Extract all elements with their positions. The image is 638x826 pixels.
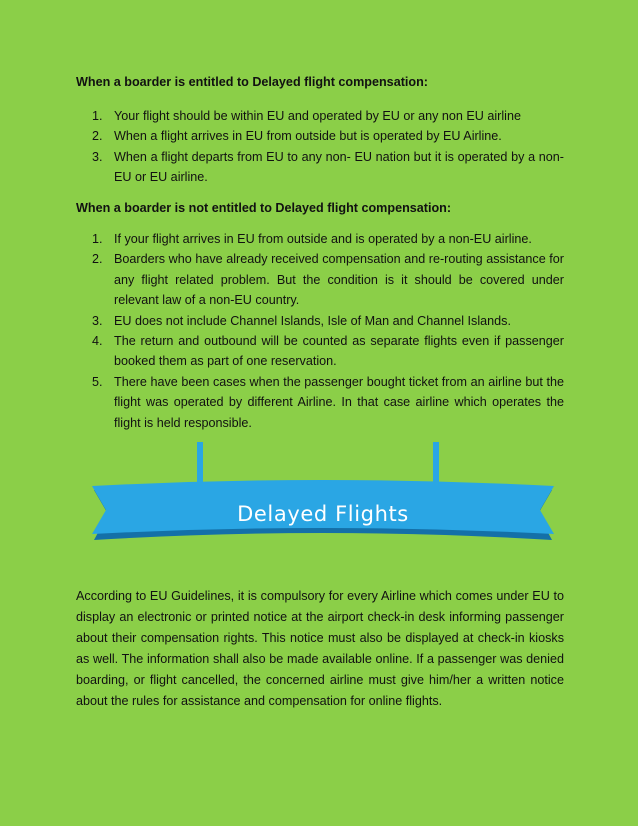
section2-list bbox=[92, 229, 564, 433]
list-text: When a flight arrives in EU from outside but is operated by EU Airline. bbox=[114, 129, 502, 144]
list-number: 1. bbox=[92, 232, 103, 246]
section1-heading: When a boarder is entitled to Delayed flight compensation: bbox=[76, 75, 428, 89]
section1-list bbox=[92, 106, 564, 188]
list-number: 3. bbox=[92, 149, 103, 164]
guidelines-paragraph: According to EU Guidelines, it is compulsory for every Airline which comes under EU to display an electronic or printed notice at the airport check-in desk informing passenger about their compensation rights. This notice must also be displayed at check-in kiosks as well. The information shall also be made available online. If a passenger was denied boarding, or flight cancelled, the concerned airline must give him/her a written notice about the rules for assistance and compensation for online flights. bbox=[76, 589, 564, 708]
list-text: Boarders who have already received compensation and re-routing assistance for any flight related problem. But the condition is it should be covered under relevant law of a non-EU country. bbox=[114, 252, 564, 308]
list-item bbox=[92, 372, 564, 433]
list-number: 1. bbox=[92, 109, 103, 123]
list-item bbox=[92, 249, 564, 310]
list-text: When a flight departs from EU to any non- EU nation but it is operated by a non- EU or EU airline. bbox=[114, 149, 564, 185]
banner-hanger-right bbox=[433, 442, 439, 486]
delayed-flights-banner bbox=[88, 442, 558, 558]
banner-hanger-left bbox=[197, 442, 203, 486]
list-text: There have been cases when the passenger bought ticket from an airline but the flight was operated by different Airline. In that case airline which operates the flight is held responsible. bbox=[114, 374, 564, 430]
list-text: Your flight should be within EU and operated by EU or any non EU airline bbox=[114, 109, 521, 123]
list-number: 2. bbox=[92, 129, 103, 144]
list-item bbox=[92, 126, 564, 146]
list-item bbox=[92, 311, 564, 331]
ribbon-banner-graphic bbox=[88, 442, 558, 558]
list-item bbox=[92, 106, 564, 126]
list-item bbox=[92, 331, 564, 372]
banner-title: Delayed Flights bbox=[237, 502, 409, 526]
section2-heading: When a boarder is not entitled to Delayed flight compensation: bbox=[76, 201, 452, 215]
list-number: 2. bbox=[92, 252, 103, 267]
list-text: If your flight arrives in EU from outside and is operated by a non-EU airline. bbox=[114, 232, 532, 246]
list-number: 3. bbox=[92, 313, 103, 328]
list-item bbox=[92, 147, 564, 188]
list-item bbox=[92, 229, 564, 249]
list-number: 4. bbox=[92, 334, 103, 349]
list-number: 5. bbox=[92, 374, 103, 389]
list-text: EU does not include Channel Islands, Isle of Man and Channel Islands. bbox=[114, 313, 511, 328]
list-text: The return and outbound will be counted as separate flights even if passenger booked them as part of one reservation. bbox=[114, 334, 564, 369]
